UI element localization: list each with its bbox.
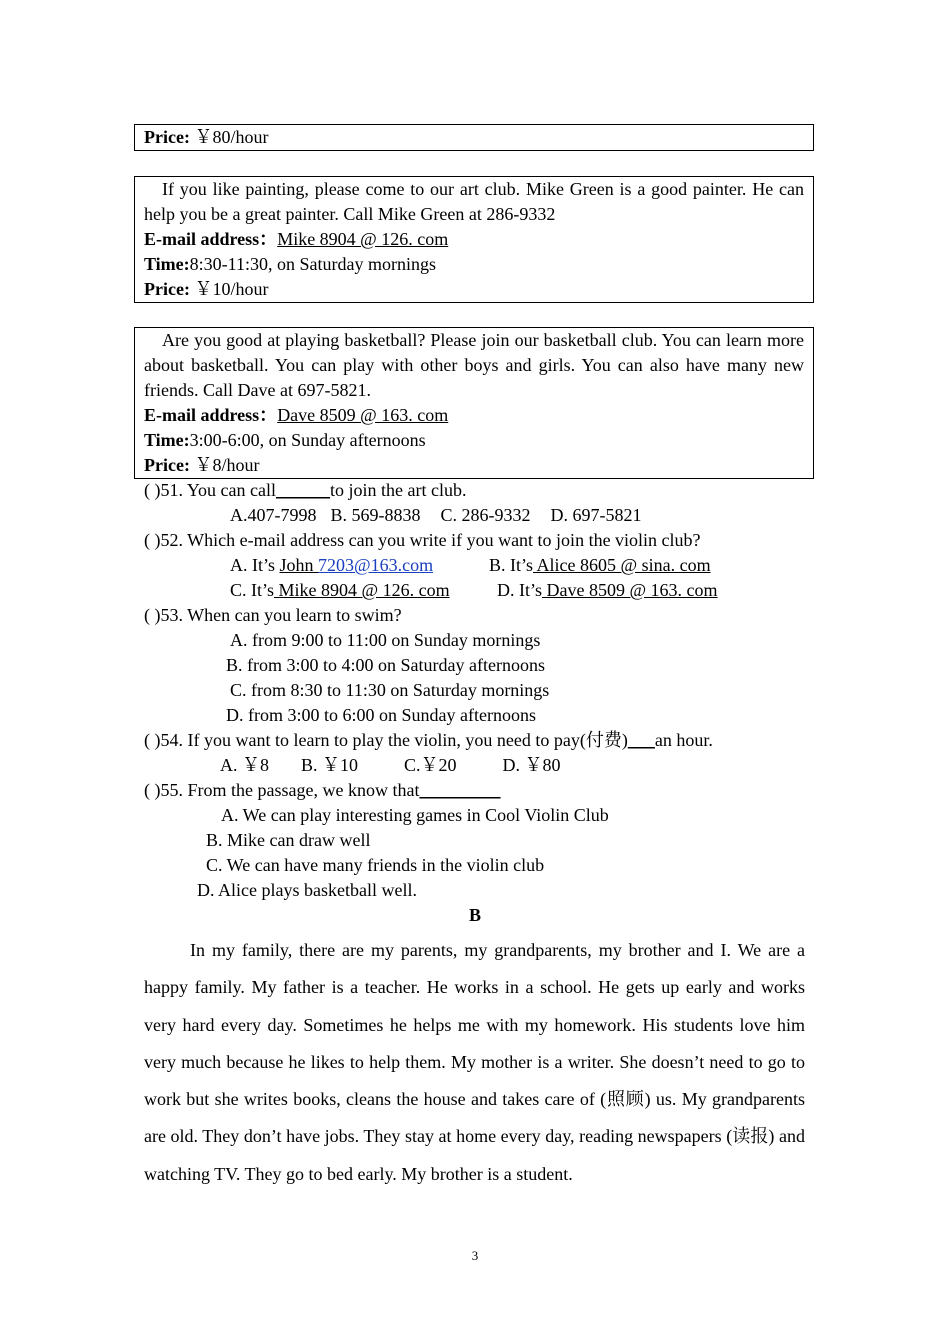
question-stem-end: to join the art club. bbox=[330, 480, 467, 500]
option-b: B. Mike can draw well bbox=[206, 830, 371, 850]
option-b: B. from 3:00 to 4:00 on Saturday afternoons bbox=[226, 655, 545, 675]
price-label: Price: bbox=[144, 127, 190, 147]
option-c: C. 286-9332 bbox=[440, 505, 531, 525]
question-stem: 52. Which e-mail address can you write if you want to join the violin club? bbox=[160, 530, 701, 550]
question-54 bbox=[144, 728, 713, 753]
answer-blank: ______ bbox=[276, 480, 330, 500]
art-club-text: If you like painting, please come to our art club. Mike Green is a good painter. He can help you be a great painter. Call Mike Green at 286-9332 bbox=[144, 179, 804, 224]
basketball-club-box bbox=[134, 327, 814, 479]
basketball-club-email: Dave 8509 @ 163. com bbox=[277, 405, 449, 425]
option-prefix: C. It’s bbox=[230, 580, 275, 600]
question-51-options bbox=[230, 503, 642, 528]
option-email: Mike 8904 @ 126. com bbox=[274, 580, 450, 600]
answer-paren: ( ) bbox=[144, 530, 161, 550]
question-stem: 51. You can call bbox=[160, 480, 276, 500]
basketball-club-price: ￥8/hour bbox=[189, 455, 260, 475]
option-d: D. Alice plays basketball well. bbox=[197, 880, 417, 900]
option-d: D. from 3:00 to 6:00 on Sunday afternoons bbox=[226, 705, 536, 725]
option-a: A. from 9:00 to 11:00 on Sunday mornings bbox=[230, 630, 541, 650]
question-54-options bbox=[220, 753, 561, 778]
answer-blank: ___ bbox=[627, 730, 655, 750]
answer-paren: ( ) bbox=[144, 730, 161, 750]
option-email: Dave 8509 @ 163. com bbox=[542, 580, 718, 600]
answer-paren: ( ) bbox=[144, 605, 161, 625]
option-b: B. ￥10 bbox=[301, 755, 359, 775]
art-club-email: Mike 8904 @ 126. com bbox=[277, 229, 449, 249]
question-stem: 55. From the passage, we know that bbox=[160, 780, 420, 800]
option-prefix: B. It’s bbox=[489, 555, 534, 575]
option-a: A. ￥8 bbox=[220, 755, 269, 775]
answer-blank: _________ bbox=[419, 780, 501, 800]
question-52-option-d bbox=[497, 578, 718, 603]
section-title: B bbox=[468, 905, 481, 925]
art-club-time: 8:30-11:30, on Saturday mornings bbox=[189, 254, 436, 274]
option-c: C. from 8:30 to 11:30 on Saturday mornings bbox=[230, 680, 550, 700]
email-link[interactable]: 7203@163.com bbox=[318, 555, 434, 575]
question-stem-end: an hour. bbox=[654, 730, 713, 750]
price-label: Price: bbox=[144, 279, 190, 299]
time-label: Time: bbox=[144, 254, 190, 274]
question-52-option-a bbox=[230, 553, 433, 578]
question-52-option-b bbox=[489, 553, 711, 578]
section-b-paragraph: In my family, there are my parents, my grandparents, my brother and I. We are a happy family. My father is a teacher. He works in a school. He gets up early and works very hard every day. Sometimes he helps me with my homework. His students love him very much because he likes to help them. My mother is a writer. She doesn’t need to go to work but she writes books, cleans the house and takes care of (照顾) us. My grandparents are old. They don’t have jobs. They stay at home every day, reading newspapers (读报) and watching TV. They go to bed early. My brother is a student. bbox=[144, 940, 805, 1184]
art-club-box bbox=[134, 176, 814, 303]
option-c: C.￥20 bbox=[404, 755, 457, 775]
option-prefix: A. It’s bbox=[230, 555, 280, 575]
question-52 bbox=[144, 528, 701, 553]
question-stem: 53. When can you learn to swim? bbox=[160, 605, 402, 625]
question-53 bbox=[144, 603, 402, 628]
option-prefix: D. It’s bbox=[497, 580, 542, 600]
option-d: D. 697-5821 bbox=[550, 505, 642, 525]
email-label: E-mail address： bbox=[144, 405, 278, 425]
price-box-top bbox=[134, 124, 814, 151]
option-d: D. ￥80 bbox=[502, 755, 561, 775]
basketball-club-text: Are you good at playing basketball? Please join our basketball club. You can learn more about basketball. You can play with other boys and girls. You can also have many new friends. Call Dave at 697-5821. bbox=[144, 330, 804, 400]
question-55 bbox=[144, 778, 500, 803]
option-b: B. 569-8838 bbox=[330, 505, 421, 525]
question-52-option-c bbox=[230, 578, 450, 603]
basketball-club-time: 3:00-6:00, on Sunday afternoons bbox=[189, 430, 426, 450]
art-club-price: ￥10/hour bbox=[189, 279, 269, 299]
time-label: Time: bbox=[144, 430, 190, 450]
option-a: A.407-7998 bbox=[230, 505, 317, 525]
option-a: A. We can play interesting games in Cool Violin Club bbox=[221, 805, 609, 825]
question-stem: 54. If you want to learn to play the violin, you need to pay(付费) bbox=[160, 730, 628, 750]
answer-paren: ( ) bbox=[144, 480, 161, 500]
question-51 bbox=[144, 478, 466, 503]
answer-paren: ( ) bbox=[144, 780, 161, 800]
option-c: C. We can have many friends in the violin club bbox=[206, 855, 545, 875]
email-label: E-mail address： bbox=[144, 229, 278, 249]
page-number: 3 bbox=[471, 1248, 479, 1263]
price-label: Price: bbox=[144, 455, 190, 475]
option-name: John bbox=[279, 555, 319, 575]
price-value: ￥80/hour bbox=[189, 127, 269, 147]
option-email: Alice 8605 @ sina. com bbox=[533, 555, 711, 575]
